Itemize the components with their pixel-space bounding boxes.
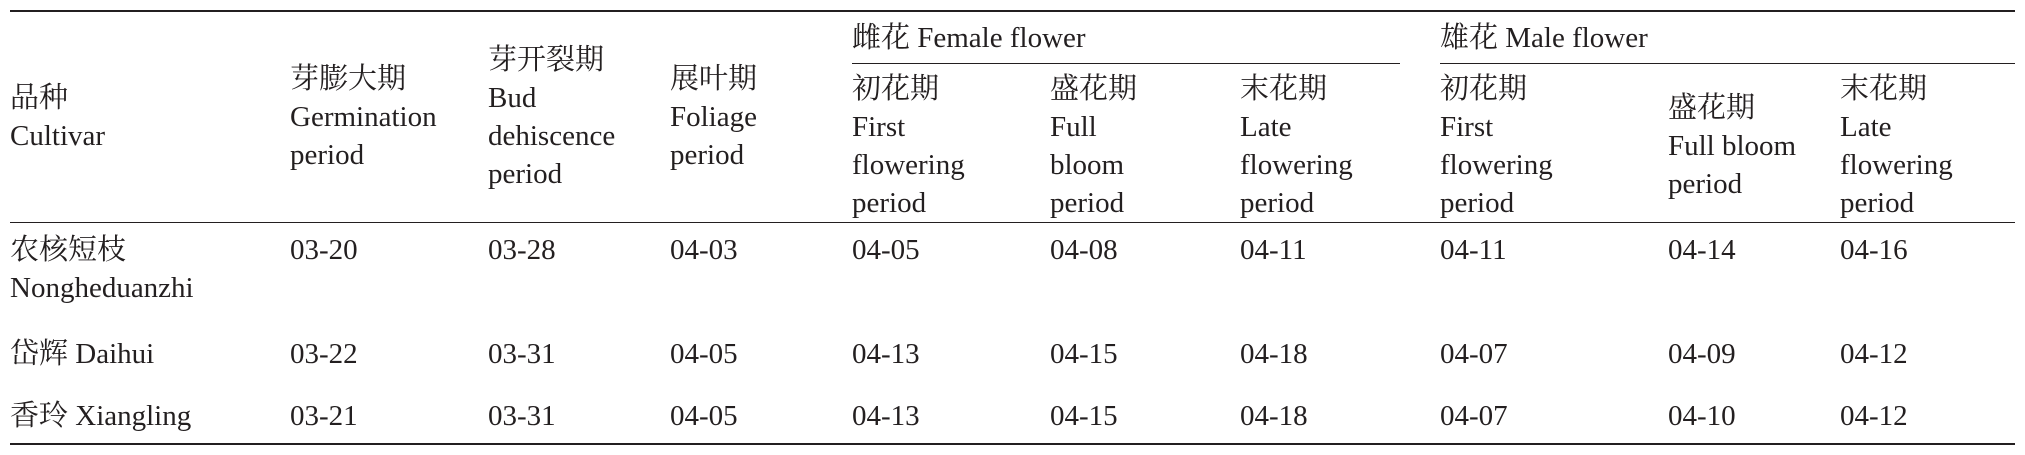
cell-cultivar: 农核短枝 Nongheduanzhi: [10, 234, 194, 304]
cell-bud-dehiscence: 03-28: [488, 234, 556, 266]
cell-germination: 03-22: [290, 338, 358, 370]
cell-foliage: 04-05: [670, 400, 738, 432]
cell-cultivar: 香玲 Xiangling: [10, 400, 192, 432]
cell-male-full: 04-09: [1668, 338, 1736, 370]
cell-germination: 03-21: [290, 400, 358, 432]
cell-male-first: 04-11: [1440, 234, 1507, 266]
header-bud-dehiscence-period: 芽开裂期 Bud dehiscence period: [488, 44, 616, 190]
cell-female-late: 04-18: [1240, 400, 1308, 432]
cell-female-first: 04-13: [852, 400, 920, 432]
bottom-rule: [10, 444, 2015, 445]
cell-bud-dehiscence: 03-31: [488, 338, 556, 370]
header-germination-period: 芽膨大期 Germination period: [290, 63, 437, 171]
header-female-full-bloom: 盛花期 Full bloom period: [1050, 73, 1138, 219]
table-row: [10, 387, 2015, 444]
header-male-flower: 雄花 Male flower: [1440, 12, 2015, 70]
header-cultivar: 品种 Cultivar: [10, 82, 106, 152]
header-foliage-period: 展叶期 Foliage period: [670, 63, 758, 171]
cell-cultivar: 岱辉 Daihui: [10, 338, 155, 370]
cell-female-full: 04-15: [1050, 400, 1118, 432]
header-male-full-bloom: 盛花期 Full bloom period: [1668, 92, 1797, 200]
cell-foliage: 04-03: [670, 234, 738, 266]
cell-male-late: 04-12: [1840, 400, 1908, 432]
cell-male-late: 04-16: [1840, 234, 1908, 266]
cell-bud-dehiscence: 03-31: [488, 400, 556, 432]
cell-female-full: 04-08: [1050, 234, 1118, 266]
cell-male-first: 04-07: [1440, 400, 1508, 432]
header-male-first-flowering: 初花期 First flowering period: [1440, 73, 1553, 219]
header-female-late-flowering: 末花期 Late flowering period: [1240, 73, 1353, 219]
cell-female-full: 04-15: [1050, 338, 1118, 370]
header-female-flower: 雌花 Female flower: [852, 12, 1440, 70]
cell-female-late: 04-11: [1240, 234, 1307, 266]
cell-male-late: 04-12: [1840, 338, 1908, 370]
cell-foliage: 04-05: [670, 338, 738, 370]
phenology-table: [10, 10, 2015, 445]
cell-female-late: 04-18: [1240, 338, 1308, 370]
header-male-late-flowering: 末花期 Late flowering period: [1840, 73, 1953, 219]
cell-male-full: 04-10: [1668, 400, 1736, 432]
cell-female-first: 04-13: [852, 338, 920, 370]
cell-germination: 03-20: [290, 234, 358, 266]
table-row: [10, 223, 2015, 321]
cell-male-full: 04-14: [1668, 234, 1736, 266]
header-female-first-flowering: 初花期 First flowering period: [852, 73, 965, 219]
cell-female-first: 04-05: [852, 234, 920, 266]
cell-male-first: 04-07: [1440, 338, 1508, 370]
table-row: [10, 321, 2015, 387]
